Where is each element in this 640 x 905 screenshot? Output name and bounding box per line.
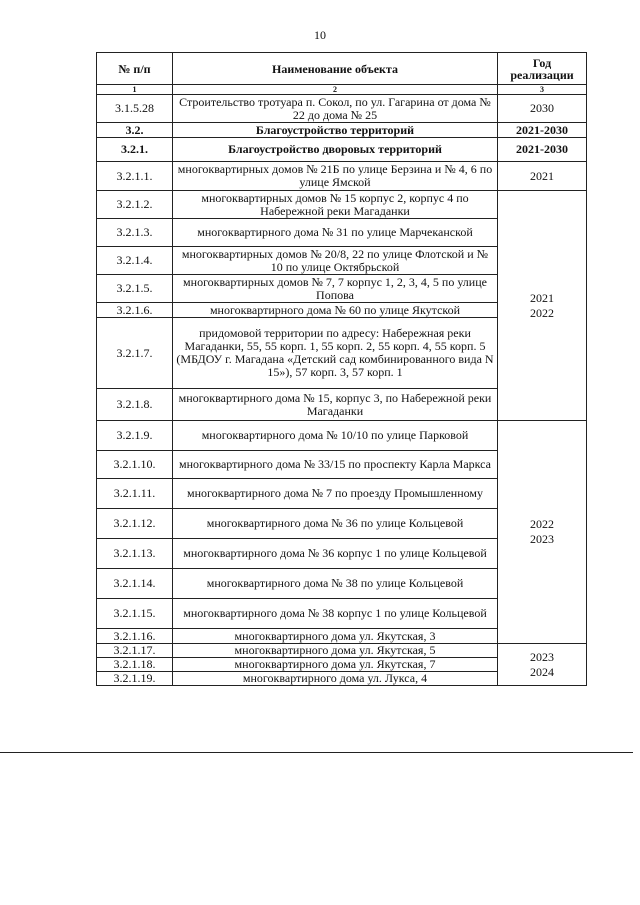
row-num: 3.2.1.11. (97, 479, 173, 509)
row-name: Строительство тротуара п. Сокол, по ул. Гагарина от дома № 22 до дома № 25 (173, 95, 498, 123)
row-name: многоквартирного дома № 38 корпус 1 по улице Кольцевой (173, 599, 498, 629)
row-num: 3.2.1.2. (97, 191, 173, 219)
row-num: 3.2.1.14. (97, 569, 173, 599)
row-num: 3.2.1.4. (97, 247, 173, 275)
row-num: 3.2.1.7. (97, 318, 173, 389)
row-name: Благоустройство территорий (173, 123, 498, 138)
row-num: 3.2.1.12. (97, 509, 173, 539)
row-year: 2021-2030 (498, 138, 587, 162)
table-row (97, 138, 587, 162)
table-row (97, 162, 587, 191)
row-num: 3.2.1.5. (97, 275, 173, 303)
row-num: 3.2.1.6. (97, 303, 173, 318)
year-group-line: 2023 (530, 532, 554, 546)
year-group-line: 2022 (530, 305, 554, 320)
header-name: Наименование объекта (173, 53, 498, 85)
row-num: 3.2.1.8. (97, 389, 173, 421)
column-index-row (97, 85, 587, 95)
table-row (97, 644, 587, 658)
row-num: 3.2.1.13. (97, 539, 173, 569)
year-group-line: 2024 (530, 664, 554, 679)
implementation-plan-table (96, 52, 587, 686)
header-year: Год реализации (498, 53, 587, 85)
year-group-line: 2021 (530, 290, 554, 305)
row-name: придомовой территории по адресу: Набережная реки Магаданки, 55, 55 корп. 1, 55 корп. 2, 55 корп. 4, 55 корп. 5 (МБДОУ г. Магадана «Детский сад комбинированного вида N 15»), 57 корп. 3, 57 корп. 1 (173, 318, 498, 389)
row-name: многоквартирных домов № 7, 7 корпус 1, 2, 3, 4, 5 по улице Попова (173, 275, 498, 303)
row-name: многоквартирного дома № 31 по улице Марчеканской (173, 219, 498, 247)
row-num: 3.2.1.3. (97, 219, 173, 247)
year-group-2021-2022 (498, 191, 587, 421)
row-year: 2030 (498, 95, 587, 123)
row-num: 3.2.1.1. (97, 162, 173, 191)
row-name: многоквартирного дома № 7 по проезду Промышленному (173, 479, 498, 509)
row-name: многоквартирного дома ул. Якутская, 5 (173, 644, 498, 658)
row-name: многоквартирного дома № 36 по улице Кольцевой (173, 509, 498, 539)
row-num: 3.2.1.18. (97, 658, 173, 672)
year-group-line: 2022 (530, 517, 554, 531)
row-num: 3.2. (97, 123, 173, 138)
row-num: 3.2.1. (97, 138, 173, 162)
row-name: многоквартирного дома № 15, корпус 3, по Набережной реки Магаданки (173, 389, 498, 421)
row-name: многоквартирного дома № 10/10 по улице Парковой (173, 421, 498, 451)
row-num: 3.1.5.28 (97, 95, 173, 123)
row-name: многоквартирных домов № 21Б по улице Берзина и № 4, 6 по улице Ямской (173, 162, 498, 191)
row-num: 3.2.1.16. (97, 629, 173, 644)
row-name: многоквартирного дома № 36 корпус 1 по улице Кольцевой (173, 539, 498, 569)
row-num: 3.2.1.19. (97, 672, 173, 686)
row-num: 3.2.1.15. (97, 599, 173, 629)
row-num: 3.2.1.10. (97, 451, 173, 479)
year-group-2022-2023 (498, 421, 587, 644)
page-number: 10 (314, 28, 326, 42)
row-name: многоквартирного дома ул. Якутская, 7 (173, 658, 498, 672)
row-name: многоквартирного дома № 38 по улице Кольцевой (173, 569, 498, 599)
row-num: 3.2.1.9. (97, 421, 173, 451)
column-index-1: 1 (97, 85, 173, 95)
row-name: Благоустройство дворовых территорий (173, 138, 498, 162)
table-row (97, 95, 587, 123)
column-index-3: 3 (498, 85, 587, 95)
header-num: № п/п (97, 53, 173, 85)
row-name: многоквартирного дома ул. Лукса, 4 (173, 672, 498, 686)
row-name: многоквартирного дома ул. Якутская, 3 (173, 629, 498, 644)
footer-divider (0, 752, 633, 753)
row-name: многоквартирных домов № 15 корпус 2, корпус 4 по Набережной реки Магаданки (173, 191, 498, 219)
year-group-2023-2024 (498, 644, 587, 686)
row-name: многоквартирного дома № 33/15 по проспекту Карла Маркса (173, 451, 498, 479)
column-index-2: 2 (173, 85, 498, 95)
year-group-line: 2023 (530, 649, 554, 664)
row-name: многоквартирных домов № 20/8, 22 по улице Флотской и № 10 по улице Октябрьской (173, 247, 498, 275)
table-row (97, 421, 587, 451)
row-year: 2021 (498, 162, 587, 191)
table-header-row (97, 53, 587, 85)
row-num: 3.2.1.17. (97, 644, 173, 658)
row-year: 2021-2030 (498, 123, 587, 138)
table-row (97, 123, 587, 138)
table-row (97, 191, 587, 219)
row-name: многоквартирного дома № 60 по улице Якутской (173, 303, 498, 318)
